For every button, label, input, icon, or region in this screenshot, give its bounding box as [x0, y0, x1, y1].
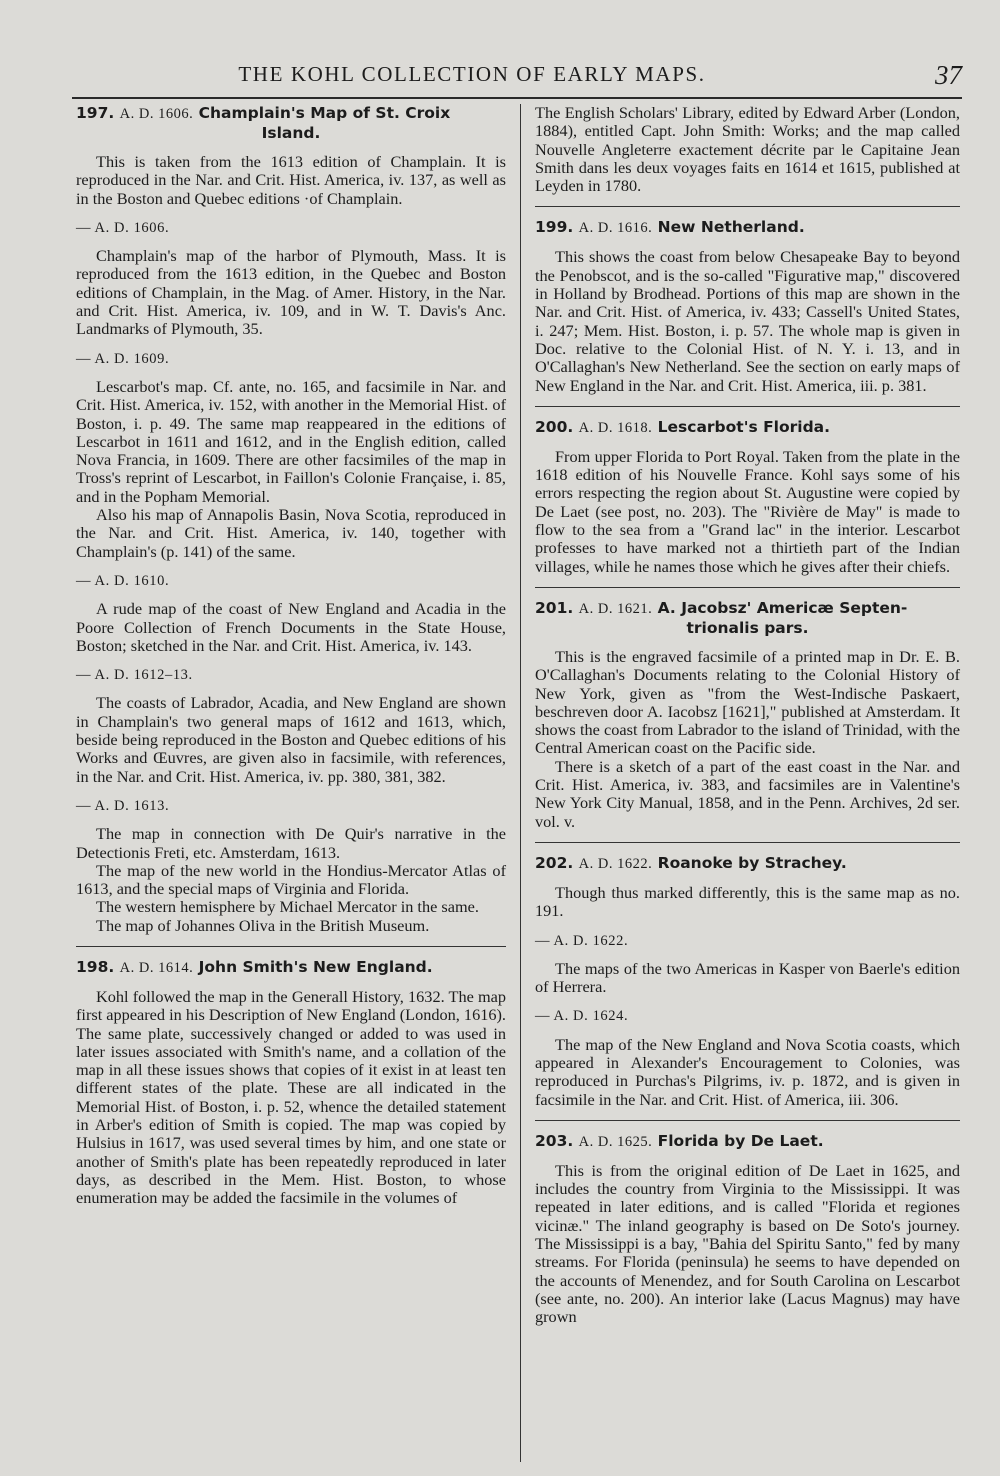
left-column: [76, 104, 506, 1208]
subentry-1610-heading: — A. D. 1610.: [76, 572, 170, 589]
entry-197-heading: [76, 104, 506, 143]
entry-number: 203.: [535, 1131, 574, 1150]
entry-date: A. D. 1622.: [578, 855, 653, 872]
entry-title-continued: trionalis pars.: [686, 618, 809, 637]
entry-201-text-2: There is a sketch of a part of the east coast in the Nar. and Crit. Hist. America, iv. 383, and facsimiles are in Valentine's New York City Manual, 1858, and in the Penn. Archives, 2d ser. vol. v.: [535, 756, 960, 831]
entry-title: A. Jacobsz' Americæ Septen-: [657, 598, 908, 617]
entry-197-text: This is taken from the 1613 edition of Champlain. It is reproduced in the Nar. and Crit. Hist. America, iv. 137, as well as in the Boston and Quebec editions ·of Champlain.: [76, 152, 506, 208]
entry-date: A. D. 1614.: [119, 959, 194, 976]
entry-date: A. D. 1618.: [578, 419, 653, 436]
entry-number: 199.: [535, 218, 574, 237]
entry-date: A. D. 1606.: [119, 106, 194, 122]
entry-203-text: This is from the original edition of De Laet in 1625, and includes the country from Virginia to the Mississippi. It was repeated in later editions, and is called "Florida et regiones vicinæ." The inland geography is based on De Soto's journey. The Mississippi is a bay, "Bahia del Spiritu Santo," fed by many streams. For Florida (peninsula) he seems to have depended on the accounts of Menendez, and for South Carolina on Lescarbot (see ante, no. 200). An interior lake (Lacus Magnus) may have grown: [535, 1160, 960, 1327]
entry-date: A. D. 1616.: [578, 220, 653, 237]
entry-number: 202.: [535, 853, 574, 872]
entry-199-text: This shows the coast from below Chesapeake Bay to beyond the Penobscot, and is the so-called "Figurative map," discovered in Holland by Brodhead. Portions of this map are shown in the Nar. and Crit. Hist. of America, iv. 433; Cassell's United States, i. 247; Mem. Hist. Boston, i. p. 57. The whole map is given in Doc. relative to the Colonial Hist. of N. Y. i. 13, and in O'Callaghan's New Netherland. See the section on early maps of New England in the Nar. and Crit. Hist. America, iii. p. 381.: [535, 247, 960, 395]
section-rule: [535, 842, 960, 843]
continued-text: The English Scholars' Library, edited by Edward Arber (London, 1884), entitled Capt. John Smith: Works; and the map called Nouvelle Angleterre exactement décrite par le Capitaine Jean Smith dans les deux voyages faits en 1614 et 1615, published at Leyden in 1780.: [535, 103, 960, 196]
entry-number: 197.: [76, 104, 115, 122]
subentry-1610-text: A rude map of the coast of New England and Acadia in the Poore Collection of French Documents in the State House, Boston; sketched in the Nar. and Crit. Hist. America, iv. 143.: [76, 599, 506, 655]
section-rule: [535, 1120, 960, 1121]
subentry-1609-text-2: Also his map of Annapolis Basin, Nova Scotia, reproduced in the Nar. and Crit. Hist. America, iv. 140, together with Champlain's (p. 141) of the same.: [76, 505, 506, 561]
section-rule: [535, 206, 960, 207]
subentry-1624-text: The map of the New England and Nova Scotia coasts, which appeared in Alexander's Encouragement to Colonies, was reproduced in Purchas's Pilgrims, iv. p. 1872, and is given in facsimile in the Nar. and Crit. Hist. of America, iii. 306.: [535, 1034, 960, 1109]
entry-201-text: This is the engraved facsimile of a printed map in Dr. E. B. O'Callaghan's Documents relating to the Colonial History of New York, given as "from the West-Indische Paskaert, beschreven door A. Iacobsz [1621]," published at Amsterdam. It shows the coast from Labrador to the island of Trinidad, with the Central American coast on the Pacific side.: [535, 646, 960, 758]
subentry-1622-heading: — A. D. 1622.: [535, 932, 629, 949]
subentry-1613-heading: — A. D. 1613.: [76, 797, 170, 814]
subentry-1606-heading: — A. D. 1606.: [76, 219, 170, 236]
entry-200-heading: [535, 418, 960, 438]
subentry-1606-text: Champlain's map of the harbor of Plymouth, Mass. It is reproduced from the 1613 edition, in the Quebec and Boston editions of Champlain, in the Mag. of Amer. History, in the Nar. and Crit. Hist. America, iv. 109, and in W. T. Davis's Anc. Landmarks of Plymouth, 35.: [76, 246, 506, 339]
entry-200-text: From upper Florida to Port Royal. Taken from the plate in the 1618 edition of his Nouvelle France. Kohl says some of his errors respecting the region about St. Augustine were copied by De Laet (see post, no. 203). The "Rivière de May" is made to flow to the sea from a "Grand lac" in the interior. Lescarbot professes to have marked not a thirtieth part of the Indian villages, while he names those which he gives after their chiefs.: [535, 446, 960, 576]
entry-title: New Netherland.: [657, 218, 805, 237]
entry-title-continued: Island.: [261, 124, 321, 142]
entry-202-heading: [535, 854, 960, 874]
subentry-1622-text: The maps of the two Americas in Kasper von Baerle's edition of Herrera.: [535, 958, 960, 997]
subentry-1613-text: The map in connection with De Quir's narrative in the Detectionis Freti, etc. Amsterdam, 1613.: [76, 824, 506, 862]
subentry-1609-text: Lescarbot's map. Cf. ante, no. 165, and facsimile in Nar. and Crit. Hist. America, iv. 152, with another in the Memorial Hist. of Boston, i. p. 49. The same map reappeared in the editions of Lescarbot in 1611 and 1612, and in the English edition, called Nova Francia, in 1609. There are other facsimiles of the map in Tross's reprint of Lescarbot, in Faillon's Colonie Française, i. 85, and in the Popham Memorial.: [76, 376, 506, 506]
entry-date: A. D. 1621.: [578, 600, 653, 617]
page-header: [72, 58, 962, 98]
subentry-1609-heading: — A. D. 1609.: [76, 350, 170, 367]
section-rule: [535, 406, 960, 407]
entry-198-heading: [76, 958, 506, 978]
entry-199-heading: [535, 218, 960, 238]
subentry-1613-text-4: The map of Johannes Oliva in the British Museum.: [96, 915, 430, 935]
header-rule: [72, 97, 962, 99]
entry-201-heading: [535, 599, 960, 638]
entry-number: 198.: [76, 957, 115, 976]
subentry-1612-text: The coasts of Labrador, Acadia, and New England are shown in Champlain's two general maps of 1612 and 1613, which, beside being reproduced in the Boston and Quebec editions of his Works and Œuvres, are given also in facsimile, with references, in the Nar. and Crit. Hist. America, iv. pp. 380, 381, 382.: [76, 693, 506, 786]
right-column: [535, 104, 960, 1327]
running-title: THE KOHL COLLECTION OF EARLY MAPS.: [238, 62, 706, 86]
entry-title: Lescarbot's Florida.: [657, 417, 831, 436]
section-rule: [76, 946, 506, 947]
entry-number: 201.: [535, 598, 574, 617]
entry-number: 200.: [535, 417, 574, 436]
entry-title: Champlain's Map of St. Croix: [198, 104, 451, 122]
entry-203-heading: [535, 1132, 960, 1152]
entry-title: John Smith's New England.: [198, 957, 433, 976]
column-divider: [520, 104, 521, 1462]
subentry-1624-heading: — A. D. 1624.: [535, 1008, 629, 1025]
entry-title: Florida by De Laet.: [657, 1131, 824, 1150]
entry-198-text: Kohl followed the map in the Generall History, 1632. The map first appeared in his Description of New England (London, 1616). The same plate, successively changed or added to was used in later issues associated with Smith's name, and a collation of the map in all these issues shows that copies of it exist in at least ten different states of the plate. These are all indicated in the Memorial Hist. of Boston, i. p. 52, whence the detailed statement in Arber's edition of Smith is copied. The map was copied by Hulsius in 1617, was used several times by him, and one state or another of Smith's plate has been repeatedly reproduced in later days, as described in the Mem. Hist. Boston, to whose enumeration may be added the facsimile in the volumes of: [76, 986, 506, 1208]
subentry-1612-heading: — A. D. 1612–13.: [76, 667, 193, 684]
entry-title: Roanoke by Strachey.: [657, 853, 847, 872]
entry-202-text: Though thus marked differently, this is the same map as no. 191.: [535, 882, 960, 921]
subentry-1613-text-3: The western hemisphere by Michael Mercator in the same.: [96, 897, 479, 917]
entry-date: A. D. 1625.: [578, 1133, 653, 1150]
page-number: 37: [935, 60, 962, 90]
subentry-1613-text-2: The map of the new world in the Hondius-Mercator Atlas of 1613, and the special maps of Virginia and Florida.: [76, 860, 506, 899]
section-rule: [535, 587, 960, 588]
